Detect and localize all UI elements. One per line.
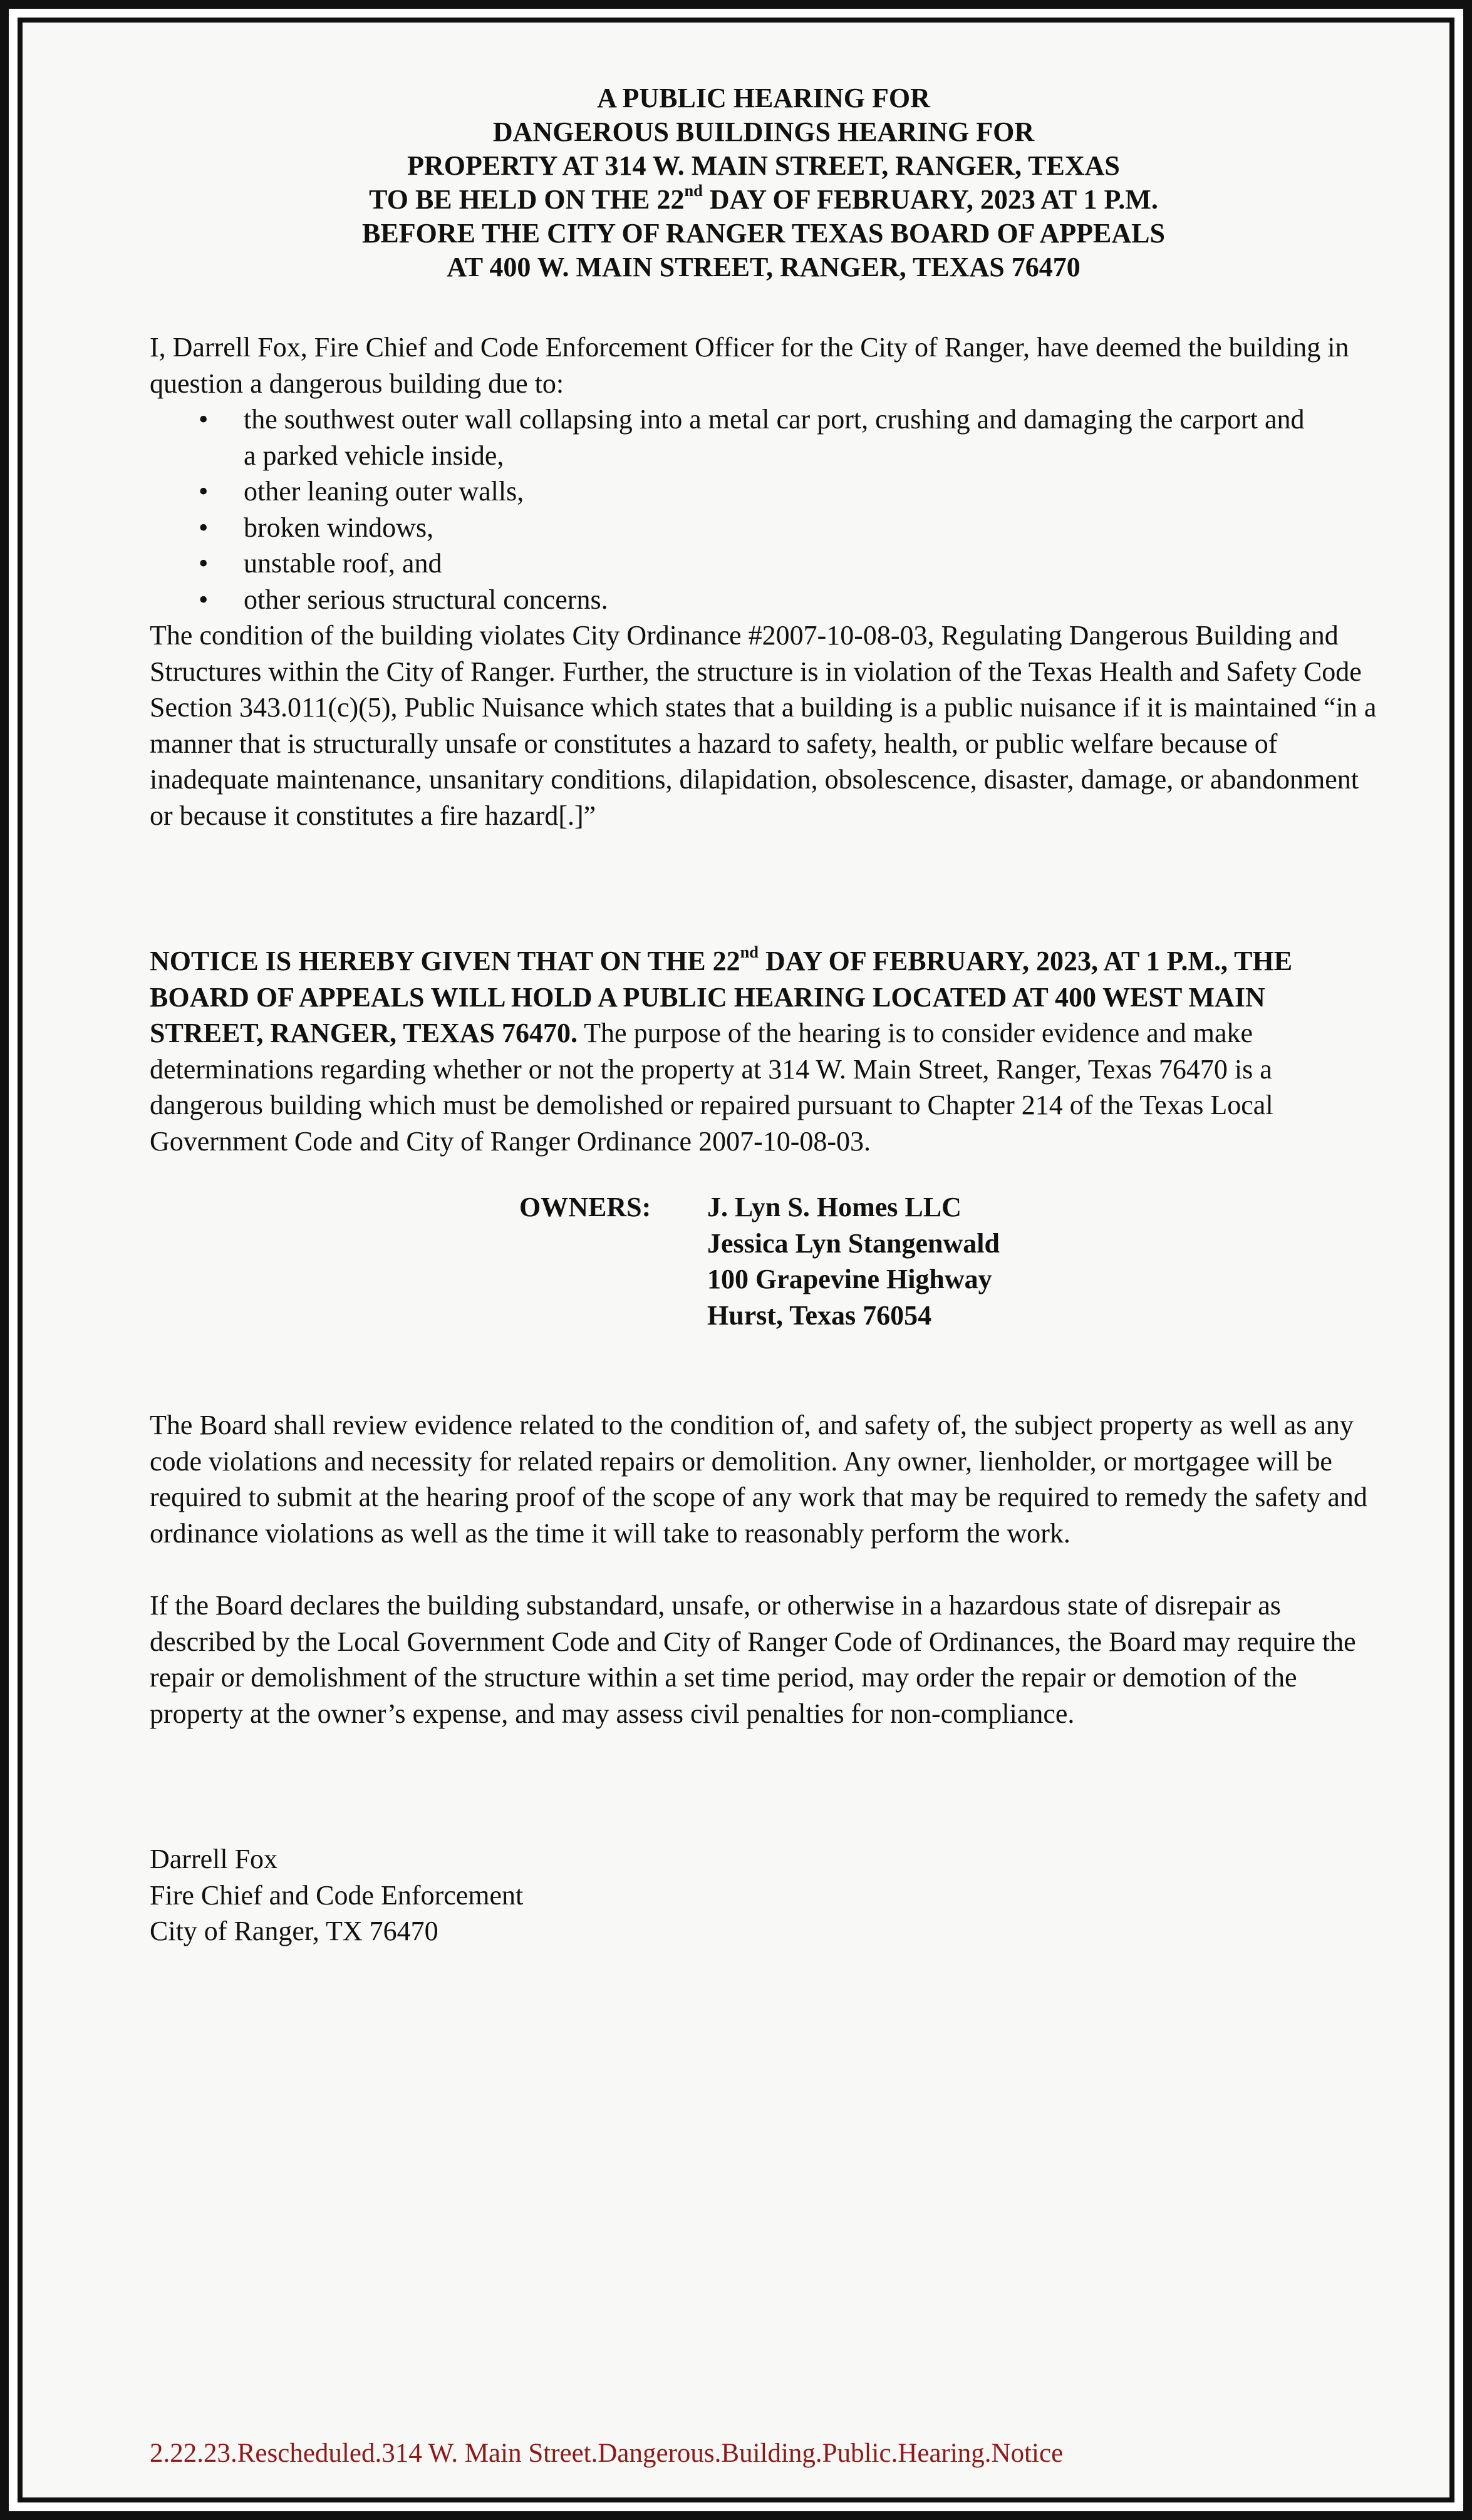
board-declares-paragraph: If the Board declares the building substandard, unsafe, or otherwise in a hazardous state of disrepair as described by the Local Government Code and City of Ranger Code of Ordinances, the Board may require the repair or demolishment of the structure within a set time period, may order the repair or demotion of the property at the owner’s expense, and may assess civil penalties for non-compliance. [150, 1590, 1356, 1729]
condition-paragraph: The condition of the building violates City Ordinance #2007-10-08-03, Regulating Dangerous Building and Structures within the City of Ranger. Further, the structure is in violation of the Texas Health and Safety Code Section 343.011(c)(5), Public Nuisance which states that a building is a public nuisance if it is maintained “in a manner that is structurally unsafe or constitutes a hazard to safety, health, or public welfare because of inadequate maintenance, unsanitary conditions, dilapidation, obsolescence, disaster, damage, or abandonment or because it constitutes a fire hazard[.]” [150, 620, 1377, 831]
notice-regular: The purpose of the hearing is to consider evidence and make determinations regarding whether or not the property at 314 W. Main Street, Ranger, Texas 76470 is a dangerous building which must be demolished or repaired pursuant to Chapter 214 of the Texas Local Government Code and City of Ranger Ordinance 2007-10-08-03. [150, 1018, 1273, 1157]
heading-line-6: AT 400 W. MAIN STREET, RANGER, TEXAS 76470 [447, 252, 1081, 282]
notice-bold-post: DAY OF FEBRUARY, 2023, AT 1 P.M., THE BOARD OF APPEALS WILL HOLD A PUBLIC HEARING LOCATED AT 400 WEST MAIN STREET, RANGER, TEXAS 76470. [150, 946, 1293, 1048]
signature-name: Darrell Fox [150, 1844, 278, 1874]
heading-line-3: PROPERTY AT 314 W. MAIN STREET, RANGER, TEXAS [407, 150, 1120, 181]
reason-item: • other serious structural concerns. [150, 582, 1377, 618]
heading-line-1: A PUBLIC HEARING FOR [597, 83, 930, 113]
owner-line: Hurst, Texas 76054 [707, 1299, 932, 1331]
board-review-paragraph: The Board shall review evidence related to the condition of, and safety of, the subject property as well as any code violations and necessity for related repairs or demolition. Any owner, lienholder, or mortgagee will be required to submit at the hearing proof of the scope of any work that may be required to remedy the safety and ordinance violations as well as the time it will take to reasonably perform the work. [150, 1410, 1367, 1549]
reasons-list [150, 401, 1377, 617]
heading-line-5: BEFORE THE CITY OF RANGER TEXAS BOARD OF APPEALS [362, 218, 1165, 249]
reason-item: • other leaning outer walls, [150, 473, 1377, 510]
intro-paragraph: I, Darrell Fox, Fire Chief and Code Enforcement Officer for the City of Ranger, have deemed the building in question a dangerous building due to: [150, 332, 1349, 399]
footer-filename: 2.22.23.Rescheduled.314 W. Main Street.Dangerous.Building.Public.Hearing.Notice [150, 2439, 1064, 2468]
reason-item: • unstable roof, and [150, 545, 1377, 582]
document-heading [150, 81, 1377, 284]
owner-line: 100 Grapevine Highway [707, 1264, 992, 1294]
heading-line-4 [150, 183, 1377, 217]
heading-line-4-pre: TO BE HELD ON THE 22 [369, 184, 685, 215]
reason-item: • the southwest outer wall collapsing into a metal car port, crushing and damaging the carport and a parked vehicle inside, [150, 401, 1377, 473]
heading-line-2: DANGEROUS BUILDINGS HEARING FOR [492, 116, 1035, 147]
owner-line: J. Lyn S. Homes LLC [707, 1192, 961, 1222]
owners-label: OWNERS: [519, 1192, 651, 1222]
owners-lines [707, 1189, 1000, 1333]
notice-document [150, 81, 1377, 1949]
signature-city: City of Ranger, TX 76470 [150, 1916, 438, 1946]
heading-line-4-sup: nd [684, 181, 703, 200]
notice-bold-pre: NOTICE IS HEREBY GIVEN THAT ON THE 22 [150, 946, 740, 976]
owner-line: Jessica Lyn Stangenwald [707, 1227, 1000, 1259]
heading-line-4-post: DAY OF FEBRUARY, 2023 AT 1 P.M. [702, 184, 1158, 215]
reason-item: • broken windows, [150, 510, 1377, 546]
signature-block [150, 1841, 1377, 1949]
notice-paragraph [150, 943, 1377, 1159]
owners-block [519, 1189, 1377, 1333]
signature-title: Fire Chief and Code Enforcement [150, 1879, 524, 1911]
notice-bold-sup: nd [740, 942, 759, 962]
